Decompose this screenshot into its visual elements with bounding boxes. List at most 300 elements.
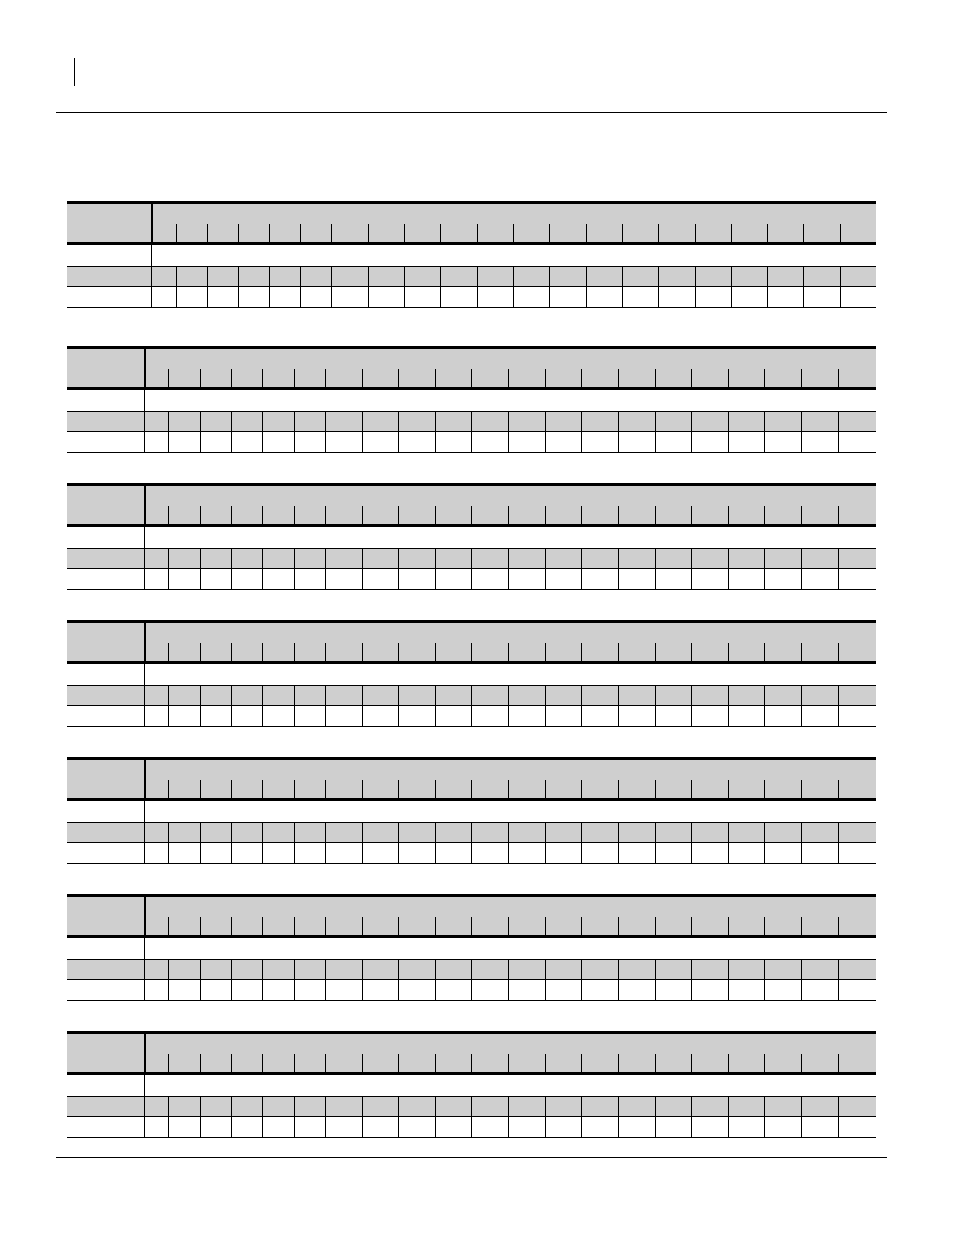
cell-divider [151, 267, 152, 286]
cell-divider [581, 823, 582, 842]
cell-divider [398, 843, 399, 863]
reset-value-row [67, 706, 876, 727]
bit-tick [581, 1054, 582, 1072]
register-table-3 [67, 483, 876, 593]
bit-tick [435, 506, 436, 524]
cell-divider [728, 1097, 729, 1116]
cell-divider [691, 1117, 692, 1137]
cell-divider [764, 960, 765, 979]
access-row [67, 266, 876, 287]
cell-divider [840, 287, 841, 307]
cell-divider [695, 267, 696, 286]
bit-tick [325, 369, 326, 387]
bit-tick [398, 369, 399, 387]
bit-tick [838, 1054, 839, 1072]
bit-tick [362, 506, 363, 524]
cell-divider [362, 843, 363, 863]
cell-divider [513, 287, 514, 307]
cell-divider [838, 1117, 839, 1137]
description-divider [144, 527, 145, 548]
cell-divider [144, 686, 145, 705]
bit-tick [586, 224, 587, 242]
cell-divider [404, 267, 405, 286]
bit-header-row [67, 483, 876, 527]
bit-tick [508, 780, 509, 798]
cell-divider [508, 960, 509, 979]
cell-divider [362, 706, 363, 726]
bit-tick [262, 369, 263, 387]
bit-tick [508, 643, 509, 661]
cell-divider [691, 960, 692, 979]
bit-tick [362, 917, 363, 935]
cell-divider [655, 686, 656, 705]
reset-value-row [67, 287, 876, 308]
cell-divider [200, 960, 201, 979]
cell-divider [728, 980, 729, 1000]
cell-divider [144, 569, 145, 589]
cell-divider [618, 706, 619, 726]
cell-divider [581, 412, 582, 431]
header-divider [144, 349, 146, 387]
bit-tick [231, 643, 232, 661]
cell-divider [144, 980, 145, 1000]
cell-divider [581, 549, 582, 568]
cell-divider [325, 823, 326, 842]
cell-divider [655, 960, 656, 979]
cell-divider [471, 569, 472, 589]
cell-divider [231, 960, 232, 979]
cell-divider [618, 980, 619, 1000]
cell-divider [728, 686, 729, 705]
bit-tick [325, 1054, 326, 1072]
cell-divider [200, 412, 201, 431]
cell-divider [144, 412, 145, 431]
cell-divider [508, 843, 509, 863]
bit-tick [764, 1054, 765, 1072]
field-description-row [67, 1075, 876, 1096]
cell-divider [764, 549, 765, 568]
cell-divider [618, 686, 619, 705]
bit-tick [622, 224, 623, 242]
bit-tick [404, 224, 405, 242]
cell-divider [801, 980, 802, 1000]
cell-divider [801, 1117, 802, 1137]
bit-tick [168, 780, 169, 798]
cell-divider [262, 412, 263, 431]
register-table-6 [67, 894, 876, 1004]
bit-tick [545, 369, 546, 387]
bit-tick [325, 506, 326, 524]
cell-divider [471, 843, 472, 863]
cell-divider [655, 549, 656, 568]
cell-divider [801, 432, 802, 452]
cell-divider [362, 686, 363, 705]
cell-divider [262, 980, 263, 1000]
bit-tick [294, 917, 295, 935]
cell-divider [168, 569, 169, 589]
bit-tick [658, 224, 659, 242]
cell-divider [838, 960, 839, 979]
bit-tick [545, 780, 546, 798]
bit-tick [764, 917, 765, 935]
cell-divider [398, 569, 399, 589]
bit-tick [655, 506, 656, 524]
cell-divider [294, 569, 295, 589]
bit-tick [200, 917, 201, 935]
cell-divider [262, 1097, 263, 1116]
cell-divider [655, 843, 656, 863]
cell-divider [764, 980, 765, 1000]
bit-tick [691, 917, 692, 935]
cell-divider [144, 823, 145, 842]
cell-divider [398, 1097, 399, 1116]
bit-tick [838, 780, 839, 798]
bit-tick [231, 917, 232, 935]
cell-divider [508, 823, 509, 842]
bit-tick [728, 369, 729, 387]
header-divider [151, 204, 153, 242]
bit-tick [331, 224, 332, 242]
cell-divider [801, 823, 802, 842]
cell-divider [801, 960, 802, 979]
cell-divider [168, 960, 169, 979]
reset-value-row [67, 569, 876, 590]
header-divider [144, 486, 146, 524]
cell-divider [508, 686, 509, 705]
bit-tick [655, 1054, 656, 1072]
cell-divider [838, 686, 839, 705]
cell-divider [294, 686, 295, 705]
bit-tick [435, 1054, 436, 1072]
cell-divider [262, 823, 263, 842]
cell-divider [731, 287, 732, 307]
bit-tick [325, 917, 326, 935]
bit-tick [618, 1054, 619, 1072]
bit-tick [618, 780, 619, 798]
cell-divider [398, 706, 399, 726]
bit-tick [294, 643, 295, 661]
register-table-2 [67, 346, 876, 456]
cell-divider [549, 267, 550, 286]
cell-divider [728, 823, 729, 842]
cell-divider [200, 1117, 201, 1137]
bit-tick [294, 369, 295, 387]
cell-divider [435, 432, 436, 452]
bit-tick [801, 643, 802, 661]
cell-divider [435, 960, 436, 979]
cell-divider [435, 1097, 436, 1116]
description-divider [151, 245, 152, 266]
cell-divider [545, 960, 546, 979]
cell-divider [325, 569, 326, 589]
cell-divider [144, 960, 145, 979]
cell-divider [325, 706, 326, 726]
cell-divider [728, 1117, 729, 1137]
bit-tick [618, 506, 619, 524]
cell-divider [398, 960, 399, 979]
cell-divider [838, 1097, 839, 1116]
cell-divider [398, 686, 399, 705]
cell-divider [471, 980, 472, 1000]
bit-tick [200, 780, 201, 798]
cell-divider [294, 1117, 295, 1137]
field-description-row [67, 527, 876, 548]
bit-tick [231, 780, 232, 798]
bit-tick [262, 780, 263, 798]
access-row [67, 685, 876, 706]
bit-tick [801, 506, 802, 524]
cell-divider [695, 287, 696, 307]
reset-value-row [67, 843, 876, 864]
cell-divider [581, 1117, 582, 1137]
cell-divider [325, 549, 326, 568]
cell-divider [728, 432, 729, 452]
register-table-1 [67, 201, 876, 311]
cell-divider [262, 686, 263, 705]
bit-tick [471, 643, 472, 661]
cell-divider [269, 267, 270, 286]
cell-divider [231, 980, 232, 1000]
cell-divider [368, 267, 369, 286]
cell-divider [231, 1117, 232, 1137]
cell-divider [398, 432, 399, 452]
cell-divider [803, 267, 804, 286]
reset-value-row [67, 432, 876, 453]
cell-divider [728, 569, 729, 589]
bit-tick [168, 643, 169, 661]
register-table-4 [67, 620, 876, 730]
cell-divider [404, 287, 405, 307]
bit-tick [231, 1054, 232, 1072]
bit-tick [368, 224, 369, 242]
bit-tick [545, 1054, 546, 1072]
bit-tick [655, 369, 656, 387]
cell-divider [262, 960, 263, 979]
cell-divider [325, 412, 326, 431]
cell-divider [471, 706, 472, 726]
bit-tick [471, 780, 472, 798]
cell-divider [801, 843, 802, 863]
cell-divider [728, 843, 729, 863]
bit-tick [801, 369, 802, 387]
bit-tick [838, 643, 839, 661]
cell-divider [231, 843, 232, 863]
field-description-row [67, 801, 876, 822]
bit-tick [325, 780, 326, 798]
bit-tick [545, 506, 546, 524]
bit-tick [231, 369, 232, 387]
cell-divider [262, 1117, 263, 1137]
cell-divider [691, 549, 692, 568]
cell-divider [168, 432, 169, 452]
cell-divider [764, 1117, 765, 1137]
cell-divider [838, 843, 839, 863]
bit-tick [231, 506, 232, 524]
bit-tick [200, 506, 201, 524]
cell-divider [200, 686, 201, 705]
cell-divider [655, 980, 656, 1000]
bit-tick [362, 369, 363, 387]
cell-divider [231, 706, 232, 726]
register-table-5 [67, 757, 876, 867]
cell-divider [840, 267, 841, 286]
cell-divider [508, 432, 509, 452]
cell-divider [231, 823, 232, 842]
cell-divider [764, 432, 765, 452]
cell-divider [168, 843, 169, 863]
cell-divider [471, 960, 472, 979]
bit-tick [691, 506, 692, 524]
cell-divider [586, 287, 587, 307]
bit-tick [581, 917, 582, 935]
bit-tick [618, 643, 619, 661]
cell-divider [144, 1097, 145, 1116]
bit-tick [325, 643, 326, 661]
description-divider [144, 1075, 145, 1096]
cell-divider [764, 843, 765, 863]
cell-divider [471, 686, 472, 705]
bit-tick [764, 780, 765, 798]
cell-divider [362, 432, 363, 452]
bit-tick [471, 506, 472, 524]
bit-tick [398, 780, 399, 798]
cell-divider [368, 287, 369, 307]
cell-divider [200, 980, 201, 1000]
cell-divider [691, 686, 692, 705]
cell-divider [731, 267, 732, 286]
cell-divider [294, 549, 295, 568]
cell-divider [801, 706, 802, 726]
cell-divider [838, 823, 839, 842]
cell-divider [655, 1117, 656, 1137]
cell-divider [471, 1117, 472, 1137]
cell-divider [545, 432, 546, 452]
register-table-7 [67, 1031, 876, 1141]
bit-tick [764, 369, 765, 387]
cell-divider [618, 549, 619, 568]
cell-divider [294, 823, 295, 842]
bit-tick [728, 917, 729, 935]
bit-tick [545, 643, 546, 661]
bit-tick [168, 917, 169, 935]
cell-divider [262, 549, 263, 568]
bit-tick [840, 224, 841, 242]
cell-divider [581, 1097, 582, 1116]
reset-value-row [67, 1117, 876, 1138]
cell-divider [262, 569, 263, 589]
cell-divider [362, 549, 363, 568]
cell-divider [618, 823, 619, 842]
cell-divider [838, 412, 839, 431]
cell-divider [200, 843, 201, 863]
cell-divider [691, 843, 692, 863]
cell-divider [477, 287, 478, 307]
cell-divider [200, 706, 201, 726]
bit-tick [398, 1054, 399, 1072]
cell-divider [471, 432, 472, 452]
cell-divider [764, 706, 765, 726]
bit-tick [477, 224, 478, 242]
cell-divider [801, 549, 802, 568]
bit-tick [471, 1054, 472, 1072]
bit-tick [513, 224, 514, 242]
bit-tick [168, 369, 169, 387]
cell-divider [294, 960, 295, 979]
bit-tick [549, 224, 550, 242]
bit-tick [471, 917, 472, 935]
bit-tick [728, 1054, 729, 1072]
bit-tick [262, 643, 263, 661]
cell-divider [581, 960, 582, 979]
bit-tick [435, 643, 436, 661]
cell-divider [508, 1117, 509, 1137]
cell-divider [144, 706, 145, 726]
bit-tick [767, 224, 768, 242]
bit-tick [764, 643, 765, 661]
cell-divider [294, 1097, 295, 1116]
bit-header-label [67, 1034, 144, 1072]
bit-tick [176, 224, 177, 242]
cell-divider [362, 1097, 363, 1116]
bit-header-row [67, 620, 876, 664]
bit-tick [398, 917, 399, 935]
cell-divider [435, 843, 436, 863]
cell-divider [549, 287, 550, 307]
cell-divider [691, 706, 692, 726]
cell-divider [658, 267, 659, 286]
bit-tick [200, 643, 201, 661]
footer-rule [56, 1157, 887, 1158]
cell-divider [331, 287, 332, 307]
cell-divider [691, 569, 692, 589]
header-divider [144, 623, 146, 661]
cell-divider [300, 267, 301, 286]
cell-divider [231, 686, 232, 705]
cell-divider [764, 569, 765, 589]
cell-divider [144, 432, 145, 452]
bit-tick [801, 917, 802, 935]
cell-divider [262, 843, 263, 863]
cell-divider [200, 569, 201, 589]
cell-divider [471, 549, 472, 568]
bit-tick [269, 224, 270, 242]
cell-divider [435, 549, 436, 568]
cell-divider [435, 412, 436, 431]
cell-divider [200, 1097, 201, 1116]
bit-tick [801, 780, 802, 798]
cell-divider [728, 412, 729, 431]
cell-divider [325, 980, 326, 1000]
cell-divider [545, 1117, 546, 1137]
bit-tick [300, 224, 301, 242]
field-description-row [67, 390, 876, 411]
cell-divider [764, 823, 765, 842]
cell-divider [294, 843, 295, 863]
cell-divider [803, 287, 804, 307]
cell-divider [801, 1097, 802, 1116]
cell-divider [362, 1117, 363, 1137]
bit-header-label [67, 486, 144, 524]
cell-divider [508, 412, 509, 431]
cell-divider [545, 843, 546, 863]
cell-divider [398, 549, 399, 568]
cell-divider [764, 412, 765, 431]
access-row [67, 411, 876, 432]
cell-divider [622, 287, 623, 307]
cell-divider [545, 686, 546, 705]
cell-divider [691, 1097, 692, 1116]
cell-divider [801, 412, 802, 431]
